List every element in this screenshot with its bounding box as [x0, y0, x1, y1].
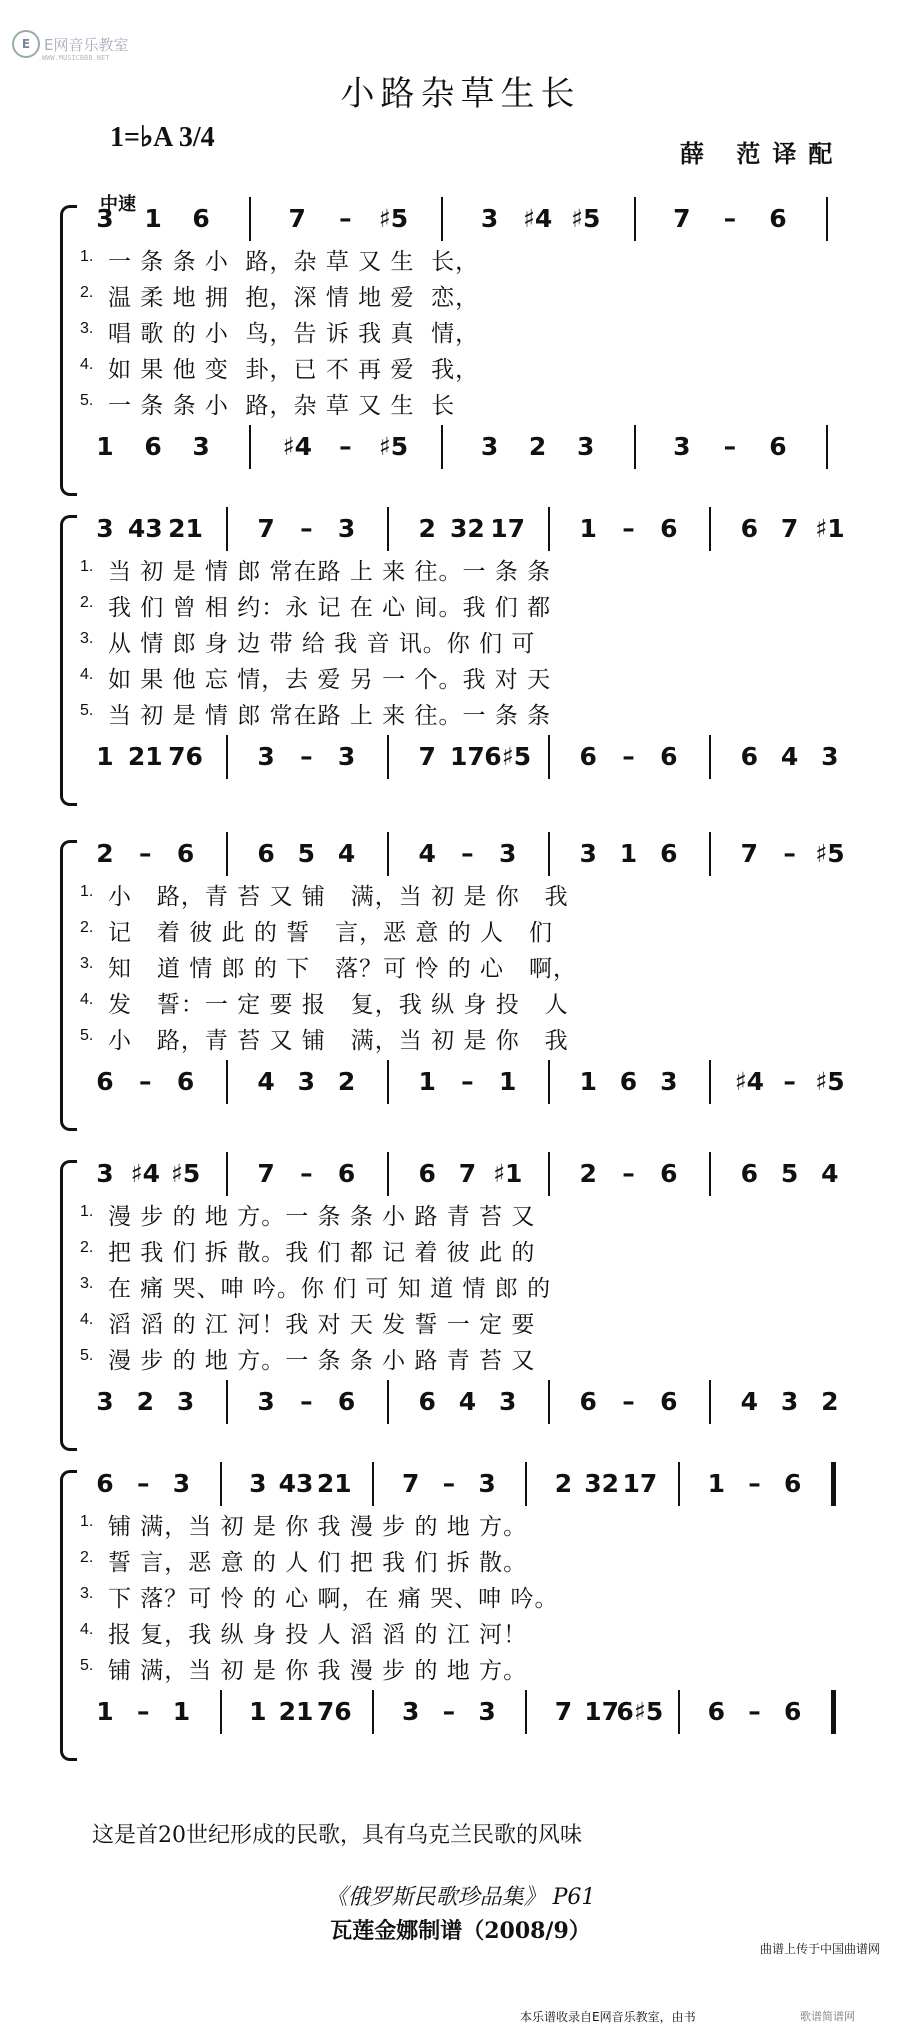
score-system: [60, 205, 860, 495]
melody-note: 7: [458, 1159, 477, 1188]
lyric-line: [80, 914, 870, 947]
lyric-text: 一 条 条 小 路，杂 草 又 生 长: [108, 393, 456, 419]
bass-note: 21: [127, 742, 163, 771]
melody-note: –: [622, 1159, 635, 1188]
lyric-text: 报 复，我 纵 身 投 人 滔 滔 的 江 河！: [108, 1622, 528, 1648]
site-stamp-bottom: 本乐谱收录自E网音乐教室，由书: [520, 2010, 696, 2024]
system-bracket: [60, 1160, 77, 1451]
bass-note: 1: [579, 1067, 597, 1096]
lyric-line: [80, 661, 870, 694]
barline: [226, 1060, 228, 1104]
verse-number: 2.: [80, 1549, 94, 1566]
melody-note: 1: [707, 1469, 725, 1498]
lyric-line: [80, 625, 870, 658]
barline: [226, 507, 228, 551]
lyric-line: [80, 1198, 870, 1231]
barline: [249, 425, 251, 469]
barline: [831, 1690, 836, 1734]
bass-note: 6♯5: [616, 1697, 664, 1726]
site-stamp: 曲谱上传于中国曲谱网: [760, 1942, 881, 1956]
barline: [678, 1462, 680, 1506]
score-system: [60, 1470, 860, 1760]
verse-number: 2.: [80, 919, 94, 936]
barline: [525, 1690, 527, 1734]
bass-note: 6: [660, 1387, 678, 1416]
melody-note: –: [723, 204, 737, 233]
verse-number: 5.: [80, 1347, 94, 1364]
lyric-text: 把 我 们 拆 散。我 们 都 记 着 彼 此 的: [108, 1240, 536, 1266]
bass-note: 6: [337, 1387, 356, 1416]
engraver: 瓦莲金娜制谱（2008/9）: [330, 1918, 591, 1944]
bass-note: 2: [528, 432, 547, 461]
verse-number: 4.: [80, 666, 94, 683]
lyric-text: 滔 滔 的 江 河！我 对 天 发 誓 一 定 要: [108, 1312, 536, 1338]
lyric-text: 下 落？可 怜 的 心 啊，在 痛 哭、呻 吟。: [108, 1586, 559, 1612]
verse-number: 2.: [80, 1239, 94, 1256]
melody-note: ♯5: [378, 204, 409, 233]
bass-note: 2: [821, 1387, 839, 1416]
melody-note: 7: [740, 839, 759, 868]
melody-note: 7: [673, 204, 691, 233]
lyric-text: 小 路，青 苔 又 铺 满，当 初 是 你 我: [108, 884, 569, 910]
lyric-line: [80, 243, 870, 276]
melody-note: 3: [172, 1469, 191, 1498]
verse-number: 5.: [80, 702, 94, 719]
verse-number: 2.: [80, 594, 94, 611]
lyric-text: 铺 满，当 初 是 你 我 漫 步 的 地 方。: [108, 1514, 528, 1540]
system-bracket: [60, 515, 77, 806]
melody-note: ♯1: [492, 1159, 523, 1188]
melody-note: 7: [288, 204, 306, 233]
melody-note: –: [300, 514, 313, 543]
lyric-text: 一 条 条 小 路，杂 草 又 生 长，: [108, 249, 480, 275]
lyric-line: [80, 279, 870, 312]
watermark-url: WWW.MUSICBBB.NET: [42, 54, 110, 62]
bass-note: 1: [96, 742, 114, 771]
bass-note: 21: [278, 1697, 314, 1726]
melody-note: 3: [96, 1159, 114, 1188]
barline: [548, 507, 550, 551]
barline: [548, 735, 550, 779]
lyric-line: [80, 1652, 870, 1685]
bass-note: –: [622, 742, 635, 771]
melody-note: 4: [337, 839, 356, 868]
bass-note: 17: [450, 742, 485, 771]
barline: [678, 1690, 680, 1734]
barline: [226, 1152, 228, 1196]
lyric-line: [80, 589, 870, 622]
bass-note: 3: [401, 1697, 420, 1726]
bass-note: –: [748, 1697, 761, 1726]
melody-note: 6: [176, 839, 195, 868]
barline: [387, 1152, 389, 1196]
bass-note: 76: [168, 742, 203, 771]
lyric-line: [80, 553, 870, 586]
bass-note: 4: [257, 1067, 275, 1096]
melody-note: –: [783, 839, 796, 868]
melody-note: 21: [316, 1469, 352, 1498]
melody-note: ♯5: [815, 839, 845, 868]
barline: [826, 425, 828, 469]
verse-number: 5.: [80, 1027, 94, 1044]
melody-note: 43: [278, 1469, 314, 1498]
melody-note: –: [139, 839, 152, 868]
verse-number: 5.: [80, 392, 94, 409]
barline: [634, 425, 636, 469]
verse-number: 2.: [80, 284, 94, 301]
lyric-text: 誓 言，恶 意 的 人 们 把 我 们 拆 散。: [108, 1550, 528, 1576]
bass-note: 17: [584, 1697, 620, 1726]
lyric-line: [80, 1022, 870, 1055]
bass-note: 6: [740, 742, 759, 771]
lyric-line: [80, 387, 870, 420]
verse-number: 4.: [80, 1621, 94, 1638]
bass-note: 2: [136, 1387, 154, 1416]
bass-note: 4: [458, 1387, 477, 1416]
bass-note: 3: [297, 1067, 316, 1096]
lyric-line: [80, 1508, 870, 1541]
bass-note: –: [622, 1387, 635, 1416]
song-title: 小路杂草生长: [340, 74, 581, 114]
score-system: [60, 1160, 860, 1450]
barline: [387, 1060, 389, 1104]
lyric-line: [80, 1342, 870, 1375]
barline: [220, 1690, 222, 1734]
melody-note: ♯5: [170, 1159, 201, 1188]
melody-note: 7: [257, 514, 275, 543]
bass-note: 3: [337, 742, 356, 771]
bass-note: 3: [257, 1387, 275, 1416]
bass-note: 3: [576, 432, 595, 461]
bass-note: ♯5: [378, 432, 409, 461]
melody-note: 5: [780, 1159, 799, 1188]
tempo-marking: 中速: [100, 194, 136, 215]
barline: [548, 1060, 550, 1104]
verse-number: 1.: [80, 1203, 94, 1220]
melody-note: 6: [769, 204, 787, 233]
verse-number: 3.: [80, 1585, 94, 1602]
melody-note: 7: [401, 1469, 420, 1498]
bass-note: 3: [660, 1067, 678, 1096]
lyric-text: 如 果 他 忘 情，去 爱 另 一 个。我 对 天: [108, 667, 552, 693]
bass-note: 6: [176, 1067, 195, 1096]
lyric-text: 从 情 郎 身 边 带 给 我 音 讯。你 们 可: [108, 631, 536, 657]
melody-note: 1: [144, 204, 162, 233]
bass-note: –: [442, 1697, 456, 1726]
lyric-text: 小 路，青 苔 又 铺 满，当 初 是 你 我: [108, 1028, 569, 1054]
barline: [220, 1462, 222, 1506]
bass-note: –: [300, 742, 313, 771]
lyric-line: [80, 1580, 870, 1613]
melody-note: –: [300, 1159, 313, 1188]
melody-note: 6: [418, 1159, 436, 1188]
lyric-text: 知 道 情 郎 的 下 落？可 怜 的 心 啊，: [108, 956, 577, 982]
bass-note: 4: [780, 742, 799, 771]
lyric-text: 记 着 彼 此 的 誓 言，恶 意 的 人 们: [108, 920, 553, 946]
bass-note: 1: [249, 1697, 267, 1726]
bass-note: 6: [783, 1697, 802, 1726]
melody-note: 3: [478, 1469, 496, 1498]
bass-note: 7: [554, 1697, 573, 1726]
logo-icon: E: [12, 30, 40, 58]
melody-note: –: [748, 1469, 761, 1498]
bass-note: 3: [498, 1387, 517, 1416]
barline: [826, 197, 828, 241]
bass-note: 1: [498, 1067, 517, 1096]
lyric-text: 我 们 曾 相 约：永 记 在 心 间。我 们 都: [108, 595, 552, 621]
lyric-text: 如 果 他 变 卦，已 不 再 爱 我，: [108, 357, 480, 383]
bass-note: 3: [257, 742, 275, 771]
melody-note: 43: [127, 514, 163, 543]
verse-number: 3.: [80, 630, 94, 647]
melody-note: 1: [619, 839, 638, 868]
lyric-line: [80, 1234, 870, 1267]
bass-note: 76: [316, 1697, 352, 1726]
lyric-line: [80, 351, 870, 384]
bass-note: 3: [780, 1387, 799, 1416]
melody-note: 3: [579, 839, 597, 868]
melody-note: –: [461, 839, 474, 868]
barline: [709, 735, 711, 779]
arranger: 薛 范译配: [680, 140, 845, 168]
barline: [525, 1462, 527, 1506]
verse-number: 1.: [80, 883, 94, 900]
melody-note: 17: [490, 514, 526, 543]
lyric-text: 漫 步 的 地 方。一 条 条 小 路 青 苔 又: [108, 1204, 536, 1230]
verse-number: 3.: [80, 955, 94, 972]
barline: [372, 1690, 374, 1734]
melody-note: 2: [418, 514, 436, 543]
lyric-line: [80, 315, 870, 348]
source-book: 《俄罗斯民歌珍品集》 P61: [325, 1885, 596, 1910]
barline: [709, 1152, 711, 1196]
melody-note: 2: [554, 1469, 573, 1498]
lyric-line: [80, 986, 870, 1019]
lyric-text: 唱 歌 的 小 鸟，告 诉 我 真 情，: [108, 321, 480, 347]
bass-note: ♯5: [815, 1067, 845, 1096]
melody-note: 6: [337, 1159, 356, 1188]
barline: [249, 197, 251, 241]
bass-note: 4: [740, 1387, 759, 1416]
barline: [634, 197, 636, 241]
watermark-name: E网音乐教室: [44, 35, 129, 54]
bass-note: ♯4: [734, 1067, 765, 1096]
lyric-line: [80, 1270, 870, 1303]
melody-note: 3: [96, 204, 114, 233]
verse-number: 4.: [80, 1311, 94, 1328]
bass-note: 6: [579, 742, 597, 771]
barline: [387, 735, 389, 779]
melody-note: 6: [783, 1469, 802, 1498]
lyric-text: 当 初 是 情 郎 常在路 上 来 往。一 条 条: [108, 703, 552, 729]
melody-note: 3: [480, 204, 499, 233]
melody-note: ♯4: [130, 1159, 161, 1188]
melody-note: 21: [168, 514, 203, 543]
bass-note: 6♯5: [484, 742, 532, 771]
melody-note: 6: [660, 514, 678, 543]
score-system: [60, 515, 860, 805]
melody-note: 2: [96, 839, 114, 868]
bass-note: –: [300, 1387, 313, 1416]
melody-note: 3: [337, 514, 356, 543]
melody-note: –: [136, 1469, 150, 1498]
barline: [226, 832, 228, 876]
melody-note: –: [339, 204, 352, 233]
lyric-text: 漫 步 的 地 方。一 条 条 小 路 青 苔 又: [108, 1348, 536, 1374]
melody-note: 6: [660, 839, 678, 868]
melody-note: 32: [450, 514, 485, 543]
verse-number: 4.: [80, 991, 94, 1008]
melody-note: 4: [821, 1159, 839, 1188]
melody-note: 3: [249, 1469, 267, 1498]
bass-note: 6: [619, 1067, 638, 1096]
melody-note: ♯1: [815, 514, 845, 543]
bass-note: –: [339, 432, 352, 461]
lyric-text: 温 柔 地 拥 抱，深 情 地 爱 恋，: [108, 285, 480, 311]
verse-number: 1.: [80, 558, 94, 575]
melody-note: 7: [257, 1159, 275, 1188]
bass-note: 6: [418, 1387, 436, 1416]
barline: [548, 1380, 550, 1424]
lyric-line: [80, 1544, 870, 1577]
melody-note: 6: [660, 1159, 678, 1188]
lyric-line: [80, 878, 870, 911]
bass-note: 6: [660, 742, 678, 771]
lyric-text: 当 初 是 情 郎 常在路 上 来 往。一 条 条: [108, 559, 552, 585]
verse-number: 1.: [80, 248, 94, 265]
melody-note: 6: [192, 204, 210, 233]
barline: [709, 1060, 711, 1104]
bass-note: –: [136, 1697, 150, 1726]
melody-note: 5: [297, 839, 316, 868]
bass-note: –: [783, 1067, 796, 1096]
melody-note: 32: [584, 1469, 620, 1498]
watermark-logo: [12, 30, 129, 62]
melody-note: 7: [780, 514, 799, 543]
lyric-line: [80, 1306, 870, 1339]
barline: [387, 1380, 389, 1424]
melody-note: ♯5: [570, 204, 601, 233]
lyric-text: 在 痛 哭、呻 吟。你 们 可 知 道 情 郎 的: [108, 1276, 552, 1302]
bass-note: 6: [579, 1387, 597, 1416]
bass-note: 1: [172, 1697, 191, 1726]
barline: [441, 197, 443, 241]
verse-number: 1.: [80, 1513, 94, 1530]
bass-note: 1: [96, 1697, 114, 1726]
melody-note: 6: [740, 1159, 759, 1188]
verse-number: 3.: [80, 1275, 94, 1292]
bass-note: ♯4: [282, 432, 312, 461]
bass-note: 3: [96, 1387, 114, 1416]
melody-note: 6: [257, 839, 275, 868]
melody-note: 3: [498, 839, 517, 868]
verse-number: 4.: [80, 356, 94, 373]
bass-note: 3: [176, 1387, 195, 1416]
verse-number: 5.: [80, 1657, 94, 1674]
melody-note: 6: [740, 514, 759, 543]
bass-note: 3: [673, 432, 691, 461]
barline: [709, 507, 711, 551]
barline: [548, 1152, 550, 1196]
barline: [372, 1462, 374, 1506]
bass-note: 1: [418, 1067, 436, 1096]
key-signature: 1=♭A 3/4: [110, 122, 215, 153]
bass-note: –: [139, 1067, 152, 1096]
score-system: [60, 840, 860, 1130]
lyric-line: [80, 697, 870, 730]
barline: [831, 1462, 836, 1506]
lyric-line: [80, 1616, 870, 1649]
bass-note: –: [723, 432, 737, 461]
melody-note: –: [622, 514, 635, 543]
bass-note: 3: [478, 1697, 496, 1726]
barline: [226, 735, 228, 779]
melody-note: 1: [579, 514, 597, 543]
bass-note: 3: [480, 432, 499, 461]
barline: [441, 425, 443, 469]
bass-note: 6: [144, 432, 162, 461]
bass-note: 1: [96, 432, 114, 461]
barline: [548, 832, 550, 876]
system-bracket: [60, 205, 77, 496]
bass-note: 7: [418, 742, 436, 771]
bass-note: 6: [96, 1067, 114, 1096]
barline: [709, 832, 711, 876]
bass-note: 2: [337, 1067, 356, 1096]
melody-note: ♯4: [522, 204, 553, 233]
bass-note: 3: [821, 742, 839, 771]
lyric-text: 铺 满，当 初 是 你 我 漫 步 的 地 方。: [108, 1658, 528, 1684]
melody-note: 6: [96, 1469, 114, 1498]
verse-number: 3.: [80, 320, 94, 337]
melody-note: 2: [579, 1159, 597, 1188]
melody-note: 3: [96, 514, 114, 543]
lyric-line: [80, 950, 870, 983]
melody-note: 17: [622, 1469, 658, 1498]
lyric-text: 发 誓：一 定 要 报 复，我 纵 身 投 人: [108, 992, 569, 1018]
barline: [709, 1380, 711, 1424]
barline: [226, 1380, 228, 1424]
bass-note: –: [461, 1067, 474, 1096]
site-stamp-corner: 歌谱简谱网: [800, 2010, 855, 2023]
melody-note: 4: [418, 839, 436, 868]
melody-note: –: [442, 1469, 456, 1498]
bass-note: 6: [769, 432, 787, 461]
bass-note: 6: [707, 1697, 725, 1726]
bass-note: 3: [192, 432, 210, 461]
barline: [387, 507, 389, 551]
barline: [387, 832, 389, 876]
footnote: 这是首20世纪形成的民歌，具有乌克兰民歌的风味: [92, 1823, 582, 1848]
system-bracket: [60, 840, 77, 1131]
system-bracket: [60, 1470, 77, 1761]
